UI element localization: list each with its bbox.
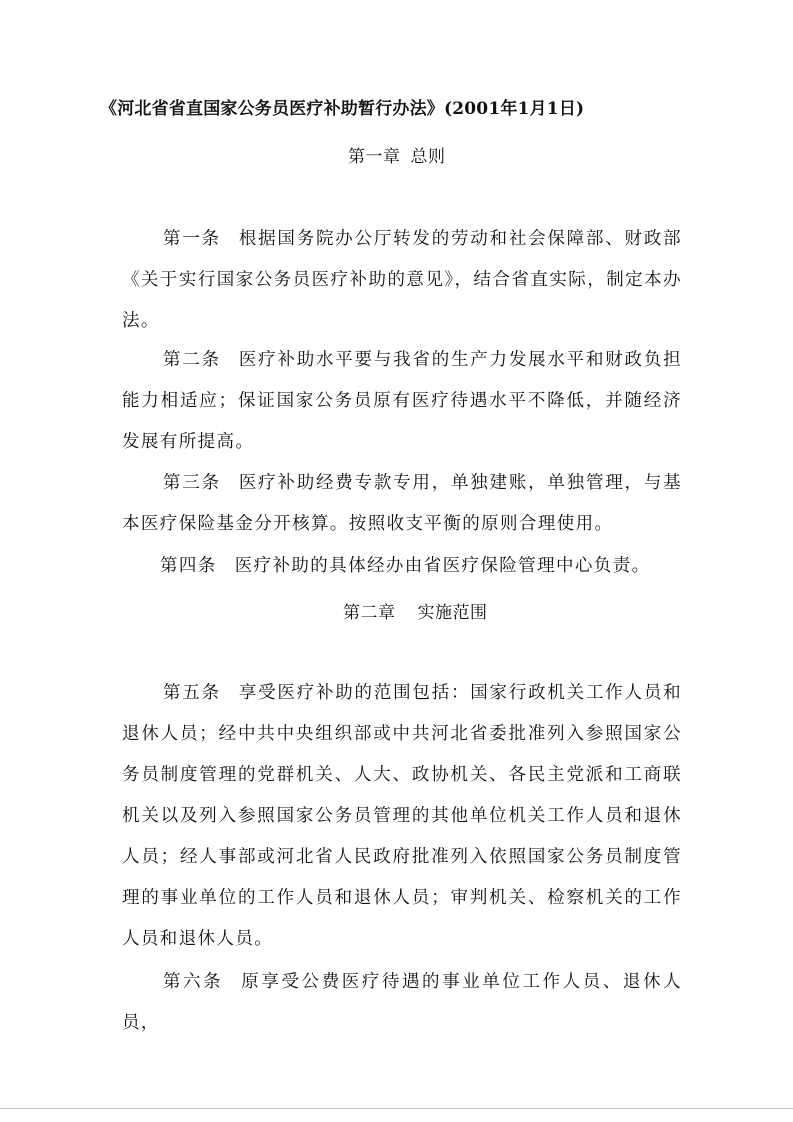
chapter-number: 第二章 xyxy=(343,603,396,623)
article-text: 享受医疗补助的范围包括：国家行政机关工作人员和退休人员；经中共中央组织部或中共河北省委批准列入参照国家公务员制度管理的党群机关、人大、政协机关、各民主党派和工商联机关以及列入参照国家公务员管理的其他单位机关工作人员和退休人员；经人事部或河北省人民政府批准列入依照国家公务员制度管理的事业单位的工作人员和退休人员；审判机关、检察机关的工作人员和退休人员。 xyxy=(122,683,682,949)
chapter-heading xyxy=(343,598,488,623)
article-paragraph xyxy=(122,219,682,342)
article-label: 第三条 xyxy=(163,473,221,493)
chapter-number: 第一章 xyxy=(348,147,401,167)
article-label: 第五条 xyxy=(163,683,221,703)
article-paragraph xyxy=(122,463,682,545)
article-paragraph xyxy=(122,340,682,463)
article-text: 原享受公费医疗待遇的事业单位工作人员、退休人员， xyxy=(122,972,682,1033)
article-text: 医疗补助的具体经办由省医疗保险管理中心负责。 xyxy=(234,556,651,576)
article-label: 第一条 xyxy=(163,229,221,249)
chapter-heading xyxy=(348,142,446,167)
article-label: 第二条 xyxy=(163,350,221,370)
article-paragraph xyxy=(122,673,682,960)
chapter-name: 总则 xyxy=(410,147,446,167)
document-title: 《河北省省直国家公务员医疗补助暂行办法》(2001年1月1日) xyxy=(100,99,585,119)
article-paragraph xyxy=(122,962,682,1044)
page-bottom-divider xyxy=(0,1108,793,1109)
article-text: 医疗补助水平要与我省的生产力发展水平和财政负担能力相适应；保证国家公务员原有医疗待遇水平不降低，并随经济发展有所提高。 xyxy=(122,350,682,452)
article-label: 第四条 xyxy=(160,556,217,576)
article-text: 医疗补助经费专款专用，单独建账，单独管理，与基本医疗保险基金分开核算。按照收支平衡的原则合理使用。 xyxy=(122,473,682,534)
chapter-name: 实施范围 xyxy=(417,603,488,623)
article-text: 根据国务院办公厅转发的劳动和社会保障部、财政部《关于实行国家公务员医疗补助的意见》，结合省直实际，制定本办法。 xyxy=(122,229,682,331)
article-label: 第六条 xyxy=(163,972,224,992)
article-paragraph xyxy=(122,546,682,587)
